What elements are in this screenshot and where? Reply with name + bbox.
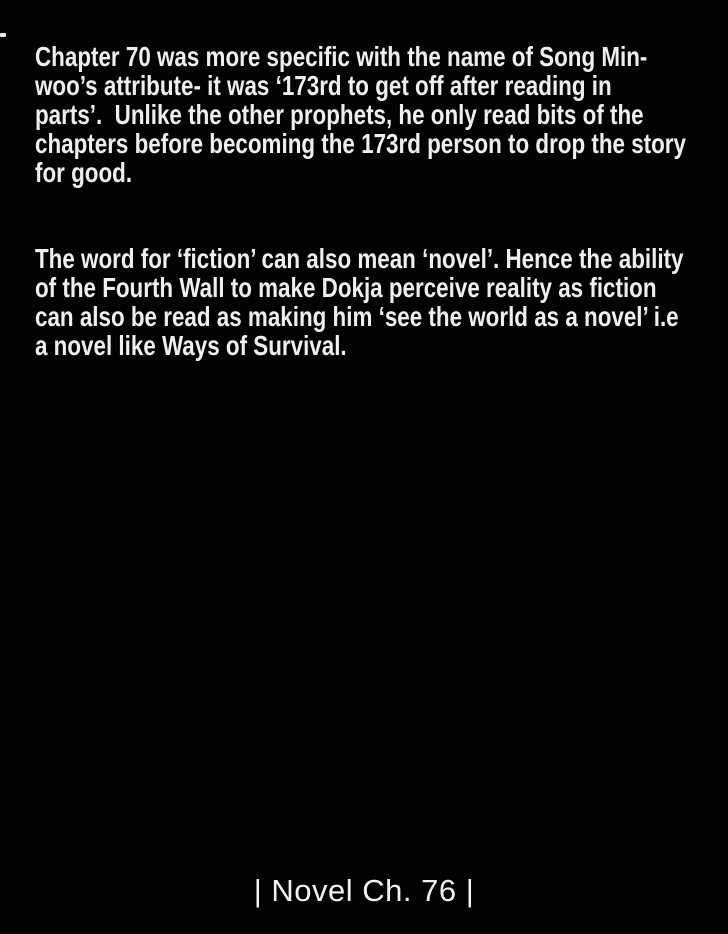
edge-artifact-speck xyxy=(0,33,6,37)
text-line: woo’s attribute- it was ‘173rd to get off after reading in xyxy=(35,70,612,101)
chapter-caption: | Novel Ch. 76 | xyxy=(253,873,475,908)
note-paragraph-fiction-novel xyxy=(35,244,725,360)
text-line: parts’. Unlike the other prophets, he only read bits of the xyxy=(35,99,644,130)
text-line: chapters before becoming the 173rd person to drop the story xyxy=(35,128,686,159)
text-line: The word for ‘fiction’ can also mean ‘novel’. Hence the ability xyxy=(35,243,684,274)
text-line: Chapter 70 was more specific with the name of Song Min- xyxy=(35,41,648,72)
text-line: of the Fourth Wall to make Dokja perceive reality as fiction xyxy=(35,272,657,303)
note-paragraph-attribute xyxy=(35,42,725,187)
text-line: can also be read as making him ‘see the world as a novel’ i.e xyxy=(35,301,679,332)
text-line: a novel like Ways of Survival. xyxy=(35,330,347,361)
text-line: for good. xyxy=(35,157,133,188)
